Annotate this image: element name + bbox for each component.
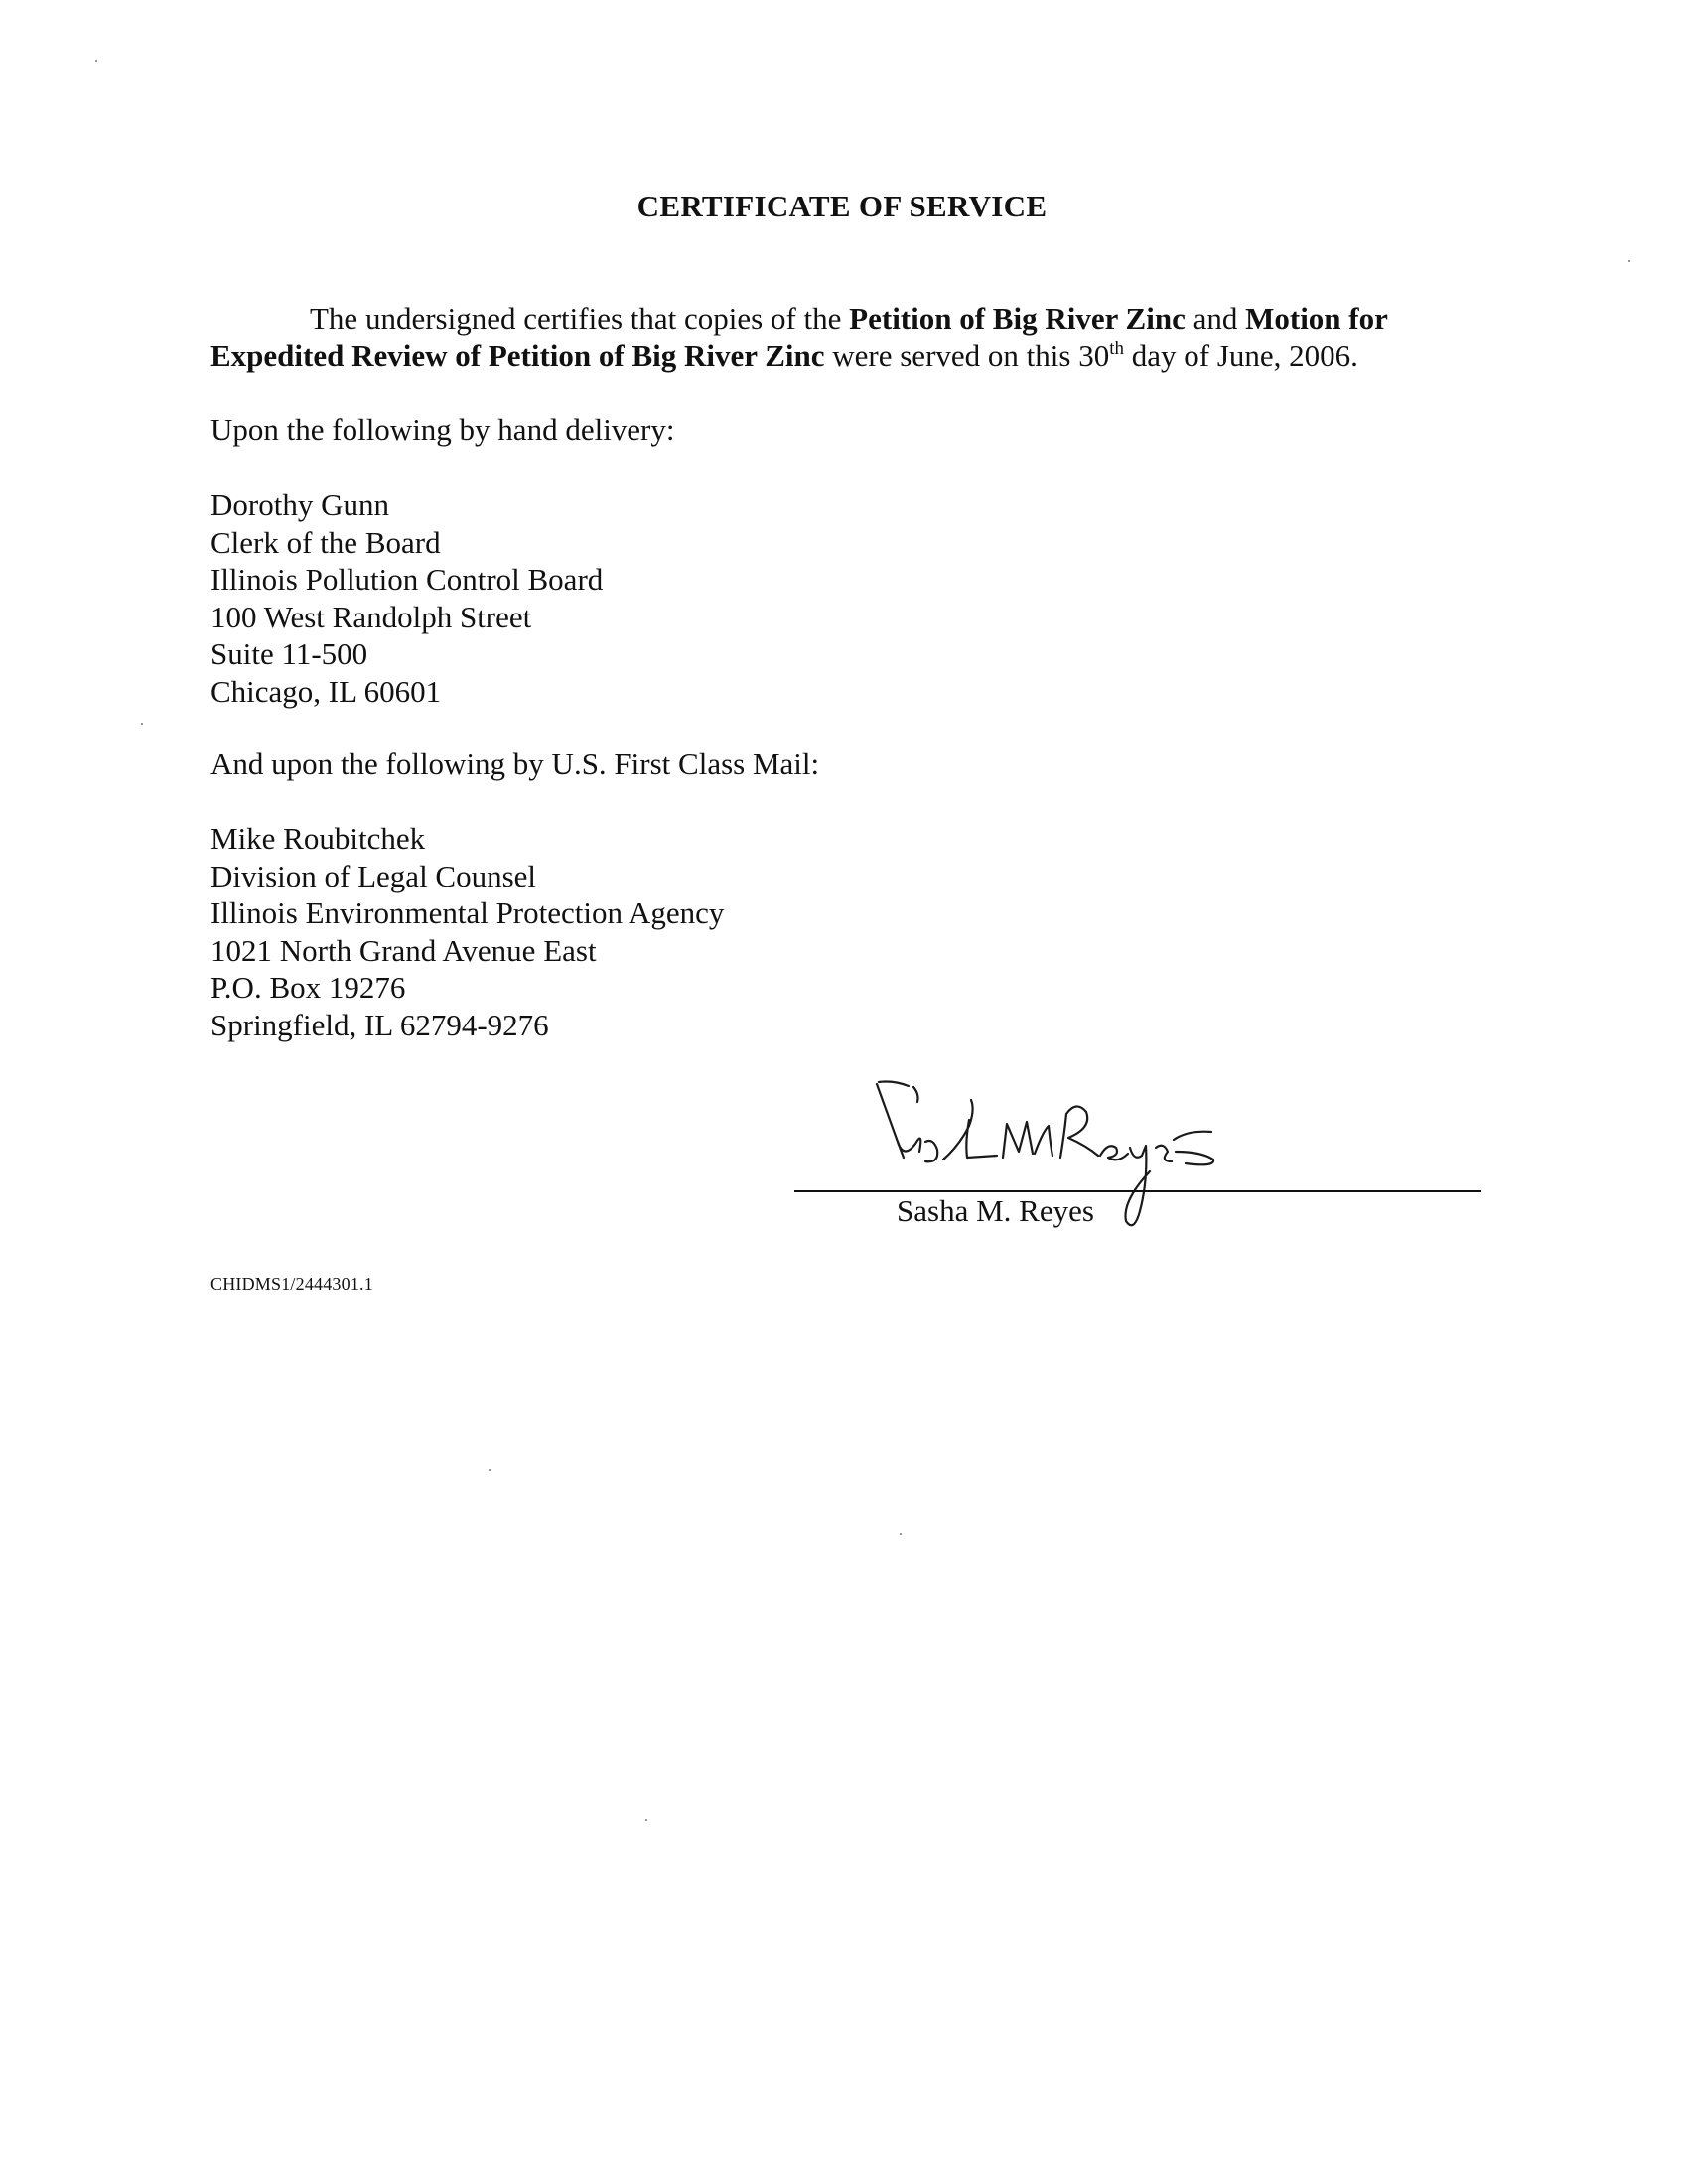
document-title: CERTIFICATE OF SERVICE	[636, 189, 1048, 223]
intro-text-4: day of June, 2006.	[1123, 339, 1358, 373]
address-line: Division of Legal Counsel	[210, 858, 537, 893]
address-line: Illinois Pollution Control Board	[210, 562, 604, 597]
intro-text-1: The undersigned certifies that copies of the	[310, 301, 850, 336]
address-line: 1021 North Grand Avenue East	[210, 932, 597, 968]
ordinal-suffix: th	[1109, 339, 1124, 359]
intro-text-2: and	[1185, 301, 1246, 336]
scan-speck	[1628, 260, 1630, 262]
address-line: 100 West Randolph Street	[210, 599, 532, 634]
hand-delivery-heading: Upon the following by hand delivery:	[210, 412, 675, 447]
address-line: Mike Roubitchek	[210, 821, 426, 856]
address-line: Dorothy Gunn	[210, 487, 389, 522]
intro-text-3: were served on this 30	[824, 339, 1110, 373]
signature-line	[794, 1190, 1481, 1192]
address-line: Chicago, IL 60601	[210, 673, 442, 709]
mail-heading: And upon the following by U.S. First Class Mail:	[210, 747, 820, 781]
scan-speck	[95, 60, 97, 62]
signatory-name: Sasha M. Reyes	[897, 1193, 1094, 1228]
scan-speck	[141, 723, 143, 725]
address-line: P.O. Box 19276	[210, 970, 406, 1005]
intro-paragraph	[210, 300, 1491, 375]
hand-delivery-address	[210, 486, 603, 710]
address-line: Illinois Environmental Protection Agency	[210, 895, 725, 930]
scan-speck	[900, 1533, 902, 1535]
petition-title: Petition of Big River Zinc	[849, 301, 1186, 336]
address-line: Clerk of the Board	[210, 524, 441, 560]
address-line: Springfield, IL 62794-9276	[210, 1007, 549, 1042]
scan-speck	[489, 1469, 491, 1471]
document-id: CHIDMS1/2444301.1	[210, 1274, 373, 1294]
scan-speck	[645, 1819, 647, 1821]
motion-title: Motion for Expedited Review of Petition of Big River Zinc	[210, 301, 1388, 373]
mail-address	[210, 820, 724, 1043]
address-line: Suite 11-500	[210, 636, 368, 671]
